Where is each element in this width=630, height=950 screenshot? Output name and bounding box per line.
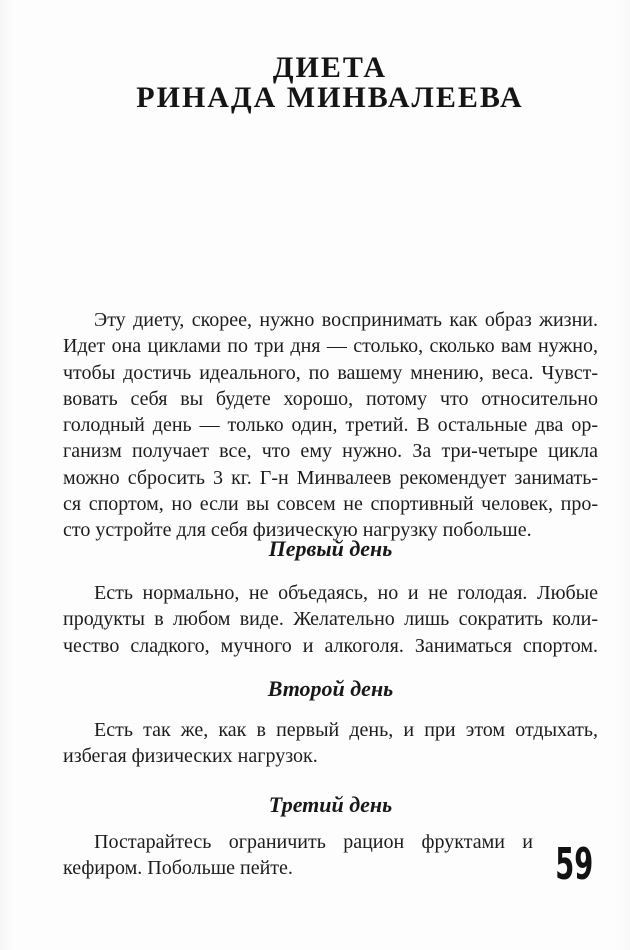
text-line: кефиром. Побольше пейте.: [63, 857, 293, 880]
section-paragraph-day-3: [63, 829, 533, 882]
text-line: голодный день — только один, третий. В остальные два ор-: [63, 414, 598, 437]
page-title: [63, 53, 597, 113]
text-line: Идет она циклами по три дня — столько, сколько вам нужно,: [63, 335, 598, 358]
text-line: вовать себя вы будете хорошо, потому что относительно: [63, 387, 598, 410]
text-line: Есть так же, как в первый день, и при этом отдыхать,: [94, 719, 598, 741]
text-line: можно сбросить 3 кг. Г-н Минвалеев рекомендует занимать-: [63, 466, 598, 489]
text-line: ся спортом, но если вы совсем не спортивный человек, про-: [63, 493, 598, 516]
section-heading-day-3: Третий день: [268, 792, 393, 817]
text-line: продукты в любом виде. Желательно лишь сократить коли-: [63, 608, 598, 631]
text-line: Есть нормально, не объедаясь, но и не голодая. Любые: [94, 582, 598, 604]
text-line: ганизм получает все, что ему нужно. За три-четыре цикла: [63, 440, 598, 463]
section-heading-day-1: Первый день: [268, 536, 393, 561]
section-paragraph-day-1: [63, 580, 598, 659]
page-number: 59: [555, 839, 593, 890]
text-line: сто устройте для себя физическую нагрузку побольше.: [63, 519, 532, 542]
title-line-2: РИНАДА МИНВАЛЕЕВА: [136, 81, 524, 114]
text-line: чтобы достичь идеального, по вашему мнению, веса. Чувст-: [63, 361, 598, 384]
text-line: чество сладкого, мучного и алкоголя. Заниматься спортом.: [63, 634, 598, 657]
text-line: Постарайтесь ограничить рацион фруктами и: [94, 831, 533, 853]
text-line: Эту диету, скорее, нужно воспринимать как образ жизни.: [94, 309, 598, 331]
section-paragraph-day-2: [63, 717, 598, 770]
section-heading-day-2: Второй день: [267, 676, 394, 701]
intro-paragraph: [63, 307, 598, 544]
title-line-1: ДИЕТА: [272, 51, 388, 84]
text-line: избегая физических нагрузок.: [63, 745, 318, 768]
